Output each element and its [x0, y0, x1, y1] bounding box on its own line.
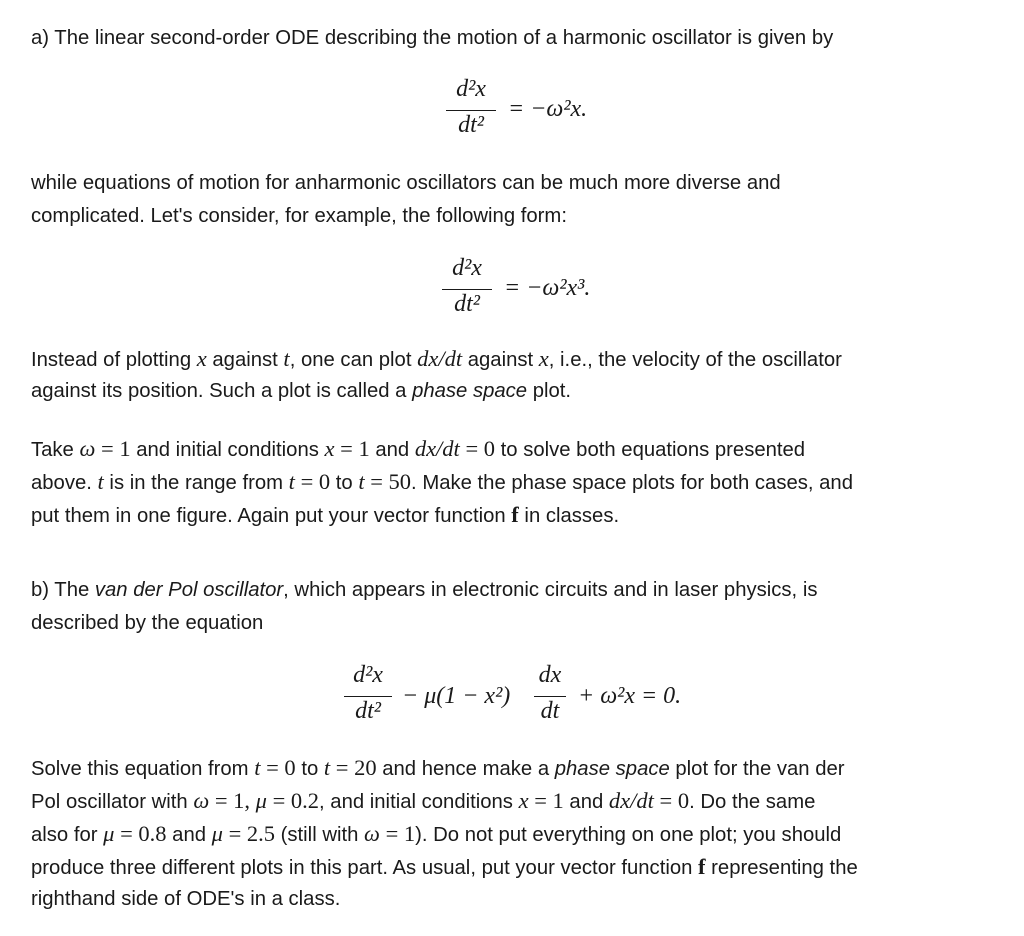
part-a-para4-line2: above. t is in the range from t = 0 to t = 50. Make the phase space plots for both cases, and: [31, 469, 853, 494]
eq3-denominator-2: dt: [540, 698, 560, 724]
part-b-para-line5: righthand side of ODE's in a class.: [31, 888, 341, 910]
part-a-para4-line1: Take ω = 1 and initial conditions x = 1 and dx/dt = 0 to solve both equations presented: [31, 436, 806, 461]
eq1-denominator: dt²: [458, 112, 484, 138]
equation-harmonic: [440, 76, 640, 146]
eq3-numerator-1: d²x: [353, 662, 383, 688]
part-a-para4-line3: put them in one figure. Again put your vector function f in classes.: [31, 502, 620, 527]
part-a-para3-line1: Instead of plotting x against t, one can plot dx/dt against x, i.e., the velocity of the oscillator: [31, 346, 842, 371]
part-a-para2-line1: while equations of motion for anharmonic oscillators can be much more diverse and: [31, 172, 781, 194]
eq2-rhs: = −ω²x³.: [504, 275, 591, 301]
eq3-middle: − μ(1 − x²): [402, 683, 511, 709]
equation-anharmonic: [436, 255, 656, 325]
eq3-denominator-1: dt²: [355, 698, 381, 724]
part-a-para3-line2: against its position. Such a plot is called a phase space plot.: [31, 380, 572, 402]
eq3-rhs: + ω²x = 0.: [578, 683, 682, 709]
eq3-numerator-2: dx: [538, 662, 562, 688]
part-b-para-line2: Pol oscillator with ω = 1, μ = 0.2, and initial conditions x = 1 and dx/dt = 0. Do the same: [31, 788, 816, 813]
part-b-intro-line2: described by the equation: [31, 612, 264, 634]
part-b-para-line4: produce three different plots in this part. As usual, put your vector function f representing the: [31, 854, 858, 879]
part-b-intro-line1: b) The van der Pol oscillator, which appears in electronic circuits and in laser physics, is: [31, 579, 818, 601]
part-b-para-line3: also for μ = 0.8 and μ = 2.5 (still with ω = 1). Do not put everything on one plot; you should: [31, 821, 842, 846]
eq1-numerator: d²x: [456, 76, 486, 102]
part-a-intro: a) The linear second-order ODE describing the motion of a harmonic oscillator is given by: [31, 27, 834, 49]
eq2-numerator: d²x: [452, 255, 482, 281]
eq1-rhs: = −ω²x.: [508, 96, 588, 122]
equation-van-der-pol: [340, 662, 740, 734]
part-a-para2-line2: complicated. Let's consider, for example, the following form:: [31, 205, 567, 227]
part-b-para-line1: Solve this equation from t = 0 to t = 20 and hence make a phase space plot for the van der: [31, 755, 845, 780]
eq2-denominator: dt²: [454, 291, 480, 317]
